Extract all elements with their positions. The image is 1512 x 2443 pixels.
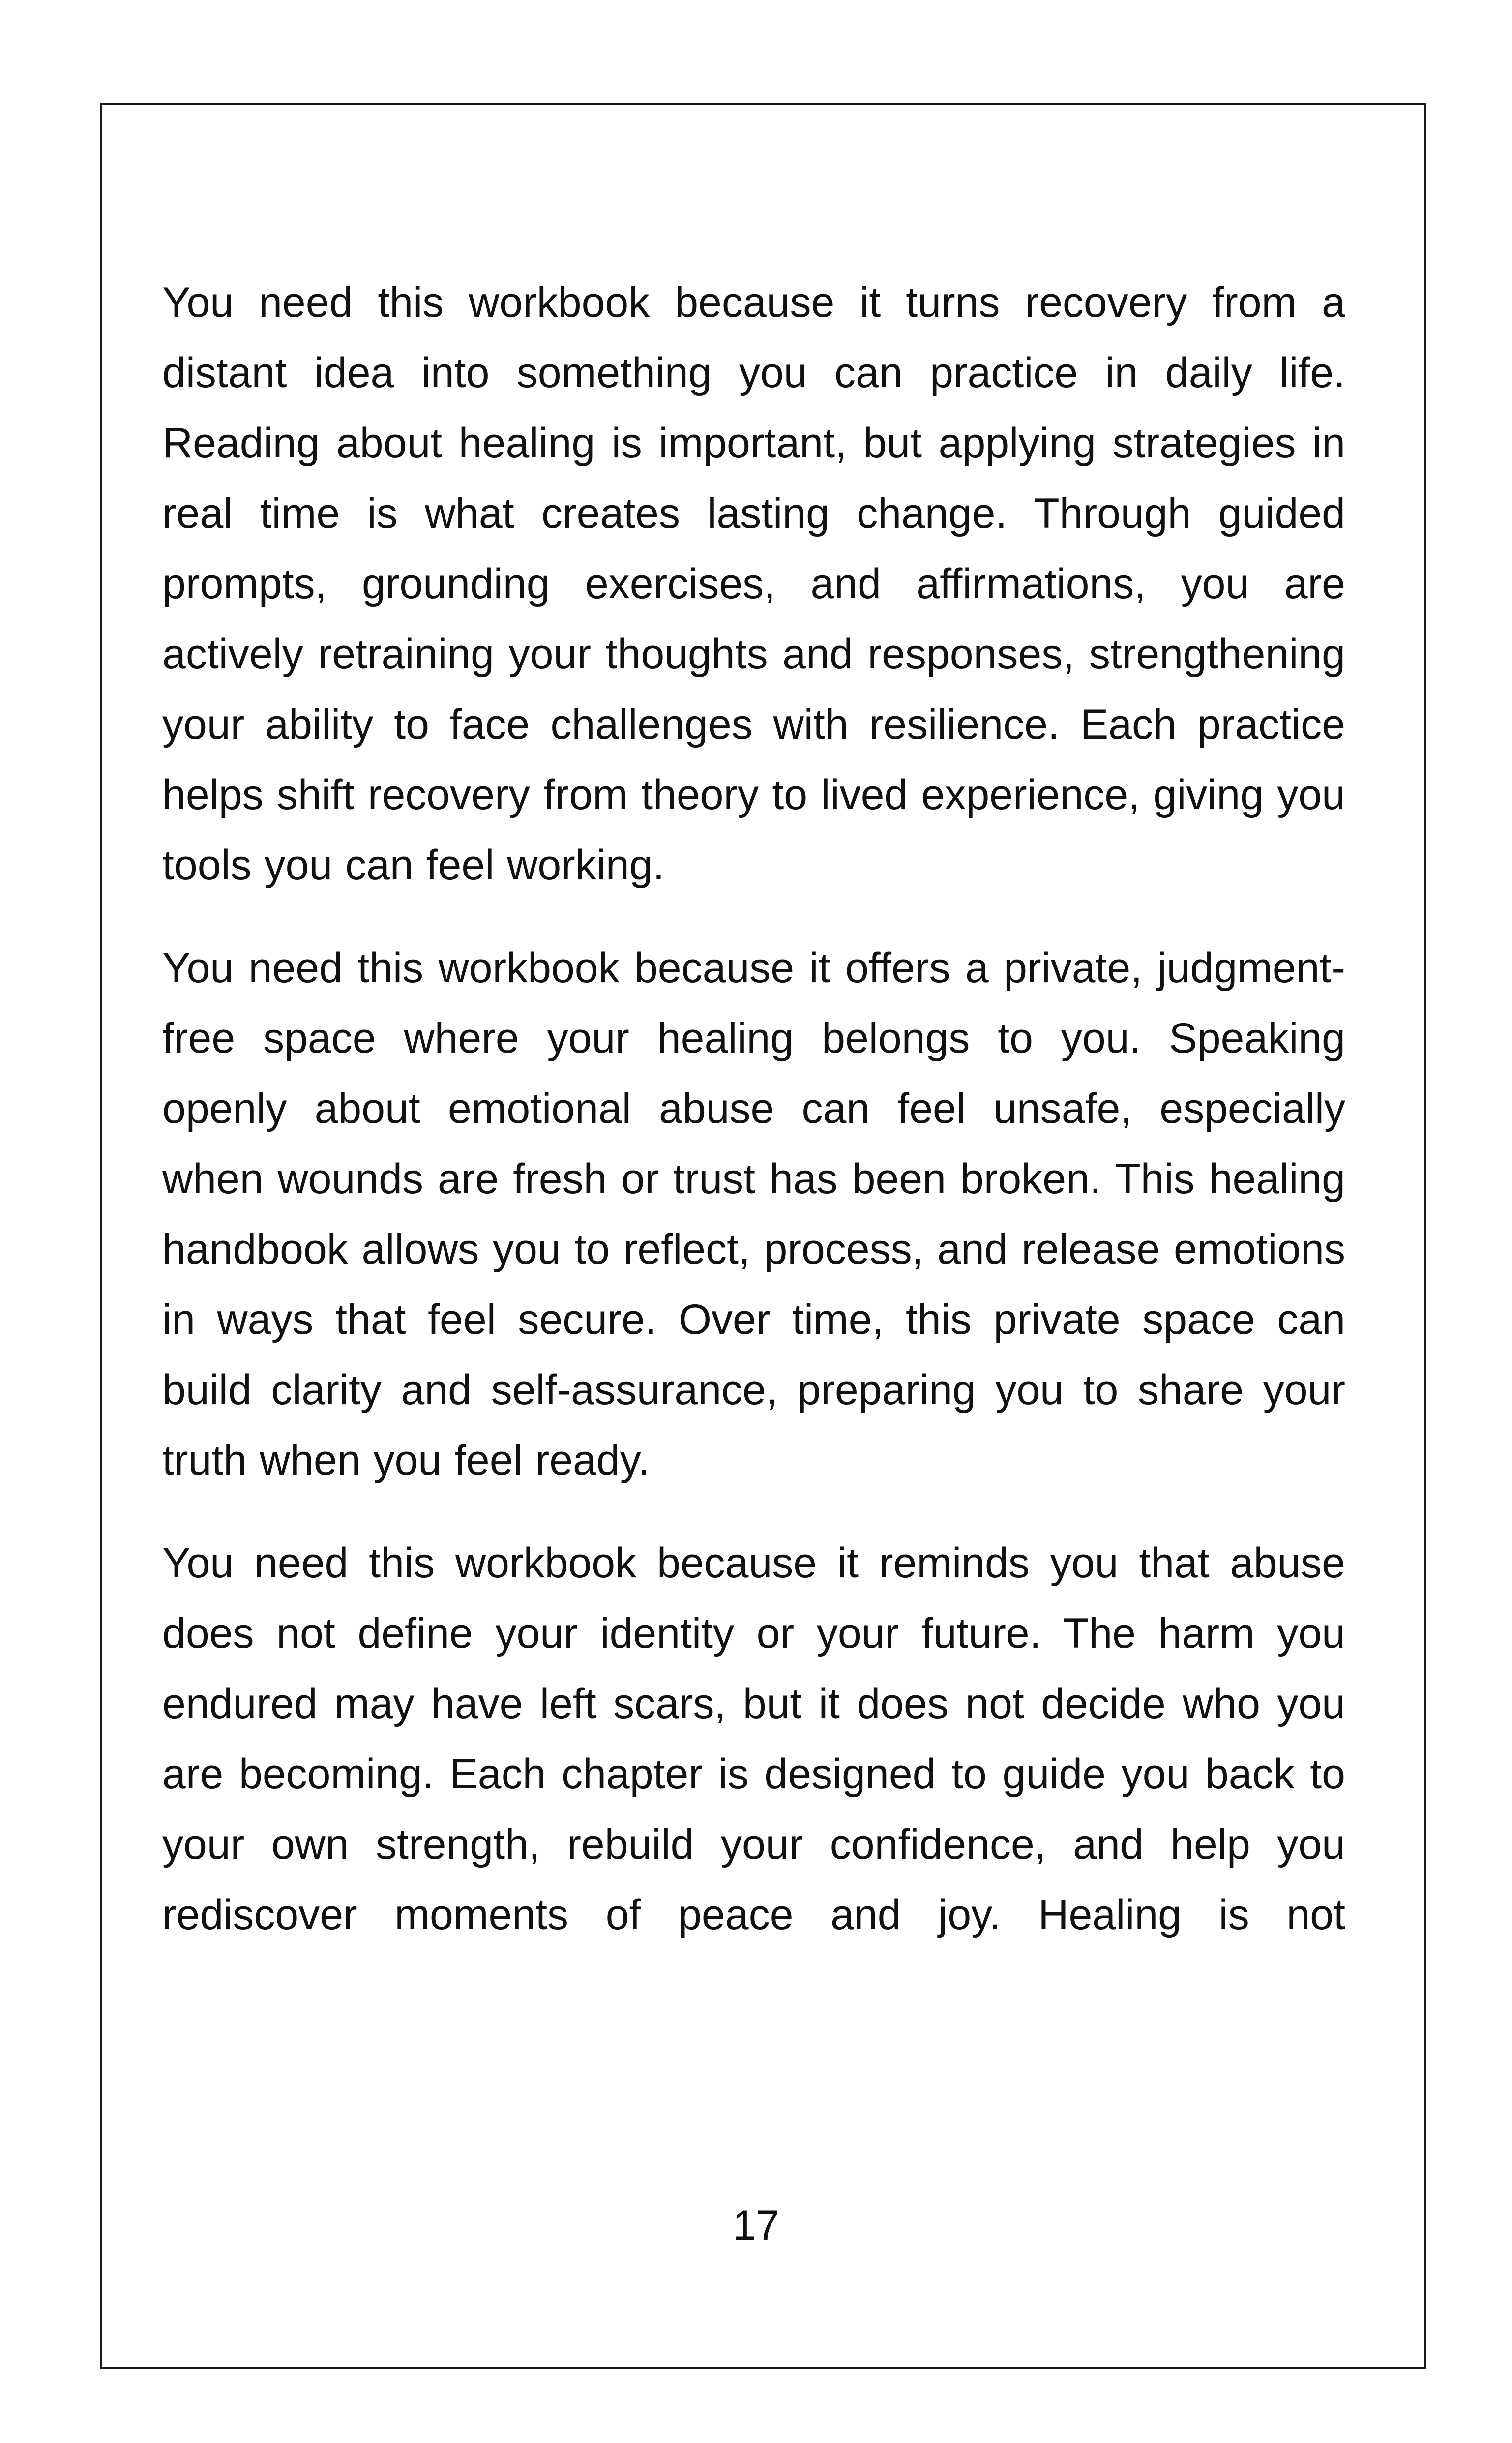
paragraph-3: You need this workbook because it reminds you that abuse does not define your identity or your future. The harm you endured may have left scars, but it does not decide who you are becoming. Each chapter is designed to guide you back to your own strength, rebuild your confidence, and help you rediscover moments of peace and joy. Healing is not — [162, 1539, 1345, 1938]
paragraph-1: You need this workbook because it turns recovery from a distant idea into something you can practice in daily life. Reading about healing is important, but applying strategies in real time is what creates lasting change. Through guided prompts, grounding exercises, and affirmations, you are actively retraining your thoughts and responses, strengthening your ability to face challenges with resilience. Each practice helps shift recovery from theory to lived experience, giving you tools you can feel working. — [162, 279, 1345, 889]
page-number: 17 — [732, 2202, 780, 2249]
body-text — [162, 268, 1345, 1983]
paragraph-2: You need this workbook because it offers a private, judgment-free space where your healing belongs to you. Speaking openly about emotional abuse can feel unsafe, especially when wounds are fresh or trust has been broken. This healing handbook allows you to reflect, process, and release emotions in ways that feel secure. Over time, this private space can build clarity and self-assurance, preparing you to share your truth when you feel ready. — [162, 944, 1345, 1484]
